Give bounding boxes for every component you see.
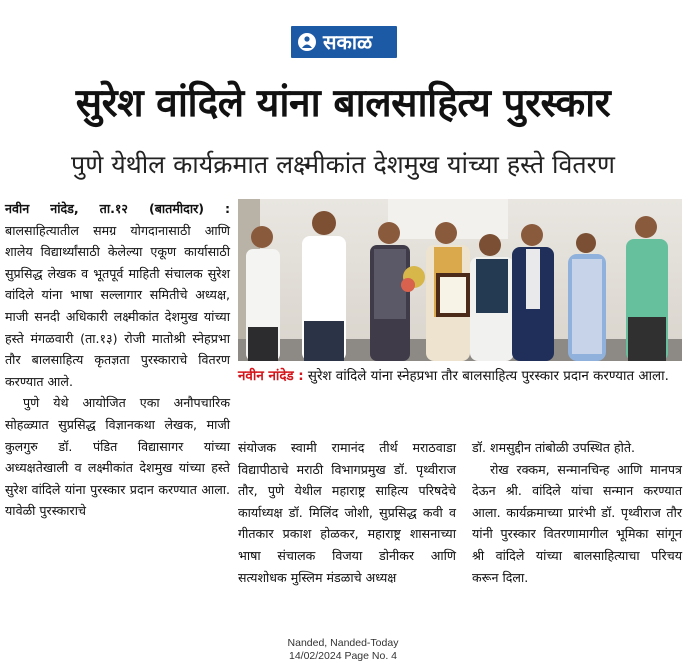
caption-text: सुरेश वांदिले यांना स्नेहप्रभा तौर बालसाहित्य पुरस्कार प्रदान करण्यात आला. (303, 369, 669, 384)
masthead-logo (291, 26, 397, 58)
footer-date-page: 14/02/2024 Page No. 4 (288, 650, 397, 662)
caption-lead: नवीन नांदेड : (238, 369, 304, 384)
article-paragraph-1 (5, 198, 230, 392)
column-2-text: संयोजक स्वामी रामानंद तीर्थ मराठवाडा विद्यापीठाचे मराठी विभागप्रमुख डॉ. पृथ्वीराज तौर, पुणे येथील महाराष्ट्र साहित्य परिषदेचे कार्याध्यक्ष डॉ. मिलिंद जोशी, सुप्रसिद्ध कवी व गीतकार प्रकाश होळकर, महाराष्ट्र शासनाच्या भाषा संचालक विजया डोनीकर आणि सत्यशोधक मुस्लिम मंडळाचे अध्यक्ष (238, 440, 456, 585)
column-3-paragraph-1: डॉ. शमसुद्दीन तांबोळी उपस्थित होते. (472, 440, 636, 455)
article-column-2 (238, 437, 456, 588)
subheadline: पुणे येथील कार्यक्रमात लक्ष्मीकांत देशमुख यांच्या हस्ते वितरण (71, 150, 615, 179)
article-column-1 (5, 198, 230, 522)
paragraph-1-text: बालसाहित्यातील समग्र योगदानासाठी आणि शालेय विद्यार्थ्यांसाठी केलेल्या एकूण कार्यासाठी सुप्रसिद्ध लेखक व भूतपूर्व माहिती संचालक सुरेश वांदिले यांना भाषा सल्लागार समितीचे अध्यक्ष, माजी सनदी अधिकारी लक्ष्मीकांत देशमुख यांच्या हस्ते मंगळवारी (ता.१३) रोजी मातोश्री स्नेहप्रभा तौर बालसाहित्य कृतज्ञता पुरस्काराचे वितरण करण्यात आले. (5, 222, 230, 389)
dateline: नवीन नांदेड, ता.१२ (बातमीदार) : (5, 201, 230, 216)
footer-edition: Nanded, Nanded-Today (287, 637, 399, 649)
photo-caption (238, 366, 682, 387)
article-paragraph-2: पुणे येथे आयोजित एका अनौपचारिक सोहळ्यात सुप्रसिद्ध विज्ञानकथा लेखक, माजी कुलगुरु डॉ. पंडित विद्यासागर यांच्या अध्यक्षतेखाली व लक्ष्मीकांत देशमुख यांच्या हस्ते सुरेश वांदिले यांना पुरस्कार प्रदान करण्यात आला. यावेळी पुरस्काराचे (5, 395, 230, 519)
page-footer (250, 637, 436, 663)
article-column-3 (472, 437, 682, 588)
sakal-emblem-icon (297, 32, 317, 52)
logo-text: सकाळ (323, 30, 373, 54)
award-ceremony-photo (238, 199, 682, 361)
column-3-paragraph-2: रोख रक्कम, सन्मानचिन्ह आणि मानपत्र देऊन श्री. वांदिले यांचा सन्मान करण्यात आला. कार्यक्रमाच्या प्रारंभी डॉ. पृथ्वीराज तौर यांनी पुरस्कार वितरणामागील भूमिका सांगून श्री वांदिले यांच्या बालसाहित्याचा परिचय करून दिला. (472, 461, 682, 585)
headline: सुरेश वांदिले यांना बालसाहित्य पुरस्कार (75, 81, 611, 126)
